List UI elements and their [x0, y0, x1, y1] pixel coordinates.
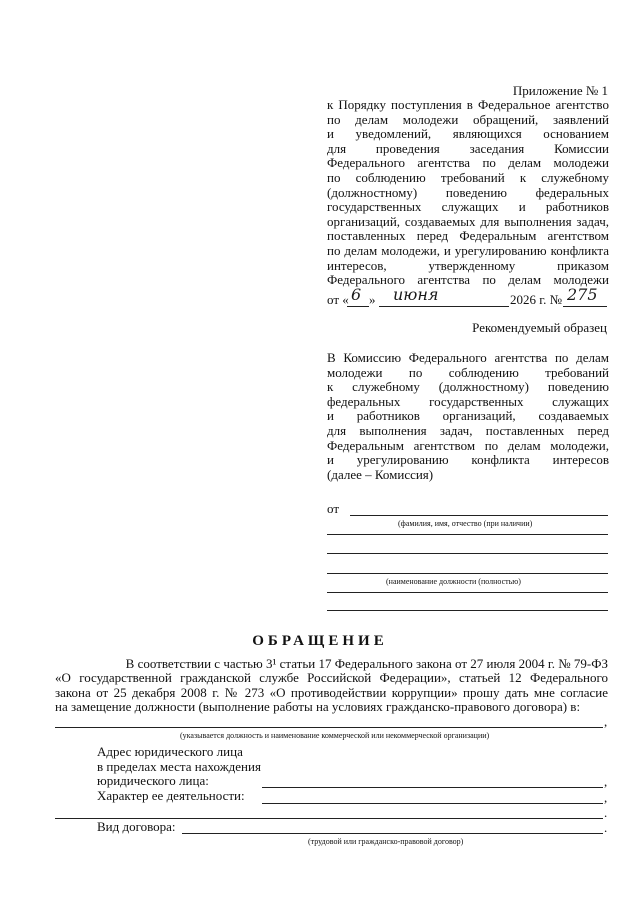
- order-number-underline: [563, 306, 607, 307]
- order-number: 275: [567, 285, 598, 304]
- appendix-line: Федерального агентства по делам молодежи: [327, 155, 609, 171]
- document-heading: ОБРАЩЕНИЕ: [252, 633, 388, 649]
- position-caption: (наименование должности (полностью): [386, 577, 521, 586]
- body-line-4: на замещение должности (выполнение работы на условиях гражданско-правового договора) в:: [55, 699, 581, 714]
- address-label-2: в пределах места нахождения: [97, 759, 261, 774]
- from-line-5[interactable]: [327, 592, 608, 593]
- addressee-line: и урегулированию конфликта интересов: [327, 452, 609, 468]
- body-line-1: В соответствии с частью 3¹ статьи 17 Федерального закона от 27 июля 2004 г. № 79-ФЗ: [125, 656, 608, 671]
- addressee-line: федеральных государственных служащих: [327, 393, 609, 409]
- appendix-line: к Порядку поступления в Федеральное агентство: [327, 97, 609, 112]
- contract-period: .: [604, 820, 608, 835]
- appendix-line: по делам молодежи обращений, заявлений: [327, 111, 609, 127]
- addressee-last-line: (далее – Комиссия): [327, 467, 434, 482]
- appendix-text: [327, 98, 609, 288]
- from-name-line[interactable]: [350, 515, 608, 516]
- from-label: от: [327, 501, 340, 516]
- address-label-1: Адрес юридического лица: [97, 744, 243, 759]
- appendix-line: государственных служащих и работников: [327, 199, 609, 215]
- order-day-underline: [347, 306, 369, 307]
- appendix-title: Приложение № 1: [512, 83, 608, 98]
- from-line-6[interactable]: [327, 610, 608, 611]
- addressee-block: [327, 351, 609, 468]
- addressee-line: молодежи по соблюдению требований: [327, 364, 609, 380]
- sample-label: Рекомендуемый образец: [472, 320, 607, 335]
- order-quote-close: »: [369, 292, 376, 307]
- appendix-line: Федерального агентства по делам молодежи: [327, 272, 609, 288]
- address-label-3: юридического лица:: [97, 773, 209, 788]
- activity-period: .: [604, 805, 608, 820]
- body-line-3: закона от 25 декабря 2008 г. № 273 «О противодействии коррупции» прошу дать мне согласие: [55, 685, 608, 700]
- name-caption: (фамилия, имя, отчество (при наличии): [398, 519, 533, 528]
- activity-comma: ,: [604, 790, 608, 805]
- address-comma: ,: [604, 774, 608, 789]
- from-line-4[interactable]: [327, 573, 608, 574]
- appendix-line: поставленных перед Федеральным агентством: [327, 228, 609, 244]
- addressee-line: для выполнения задач, поставленных перед: [327, 422, 609, 438]
- addressee-line: к служебному (должностному) поведению: [327, 379, 609, 395]
- order-day: 6: [351, 285, 362, 304]
- address-field[interactable]: [262, 787, 603, 788]
- order-year: 2026 г. №: [510, 292, 563, 307]
- activity-field[interactable]: [262, 803, 603, 804]
- appendix-line: по делам молодежи, и урегулированию конфликта: [327, 242, 609, 258]
- appendix-line: по соблюдению требований к служебному: [327, 169, 609, 185]
- activity-label: Характер ее деятельности:: [97, 788, 245, 803]
- appendix-line: интересов, утвержденному приказом: [327, 257, 609, 273]
- order-line: [327, 285, 617, 311]
- org-line[interactable]: [55, 727, 603, 728]
- appendix-line: (должностному) поведению федеральных: [327, 184, 609, 200]
- order-month: июня: [393, 285, 439, 304]
- addressee-line: Федеральным агентством по делам молодежи,: [327, 437, 609, 453]
- appendix-line: организаций, создаваемых для выполнения задач,: [327, 213, 609, 229]
- body-line-2: «О государственной гражданской службе Российской Федерации», статьей 12 Федерального: [55, 670, 608, 685]
- contract-label: Вид договора:: [97, 819, 176, 834]
- contract-caption: (трудовой или гражданско-правовой договор): [308, 837, 464, 846]
- from-line-3[interactable]: [327, 553, 608, 554]
- contract-field[interactable]: [182, 833, 603, 834]
- order-prefix: от «: [327, 292, 349, 307]
- org-line-comma: ,: [604, 714, 608, 729]
- addressee-line: В Комиссию Федерального агентства по делам: [327, 350, 609, 365]
- appendix-line: и уведомлений, являющихся основанием: [327, 126, 609, 142]
- org-caption: (указывается должность и наименование коммерческой или некоммерческой организации): [180, 731, 490, 740]
- from-line-2[interactable]: [327, 534, 608, 535]
- appendix-line: для проведения заседания Комиссии: [327, 140, 609, 156]
- addressee-line: и работников организаций, создаваемых: [327, 408, 609, 424]
- order-month-underline: [379, 306, 509, 307]
